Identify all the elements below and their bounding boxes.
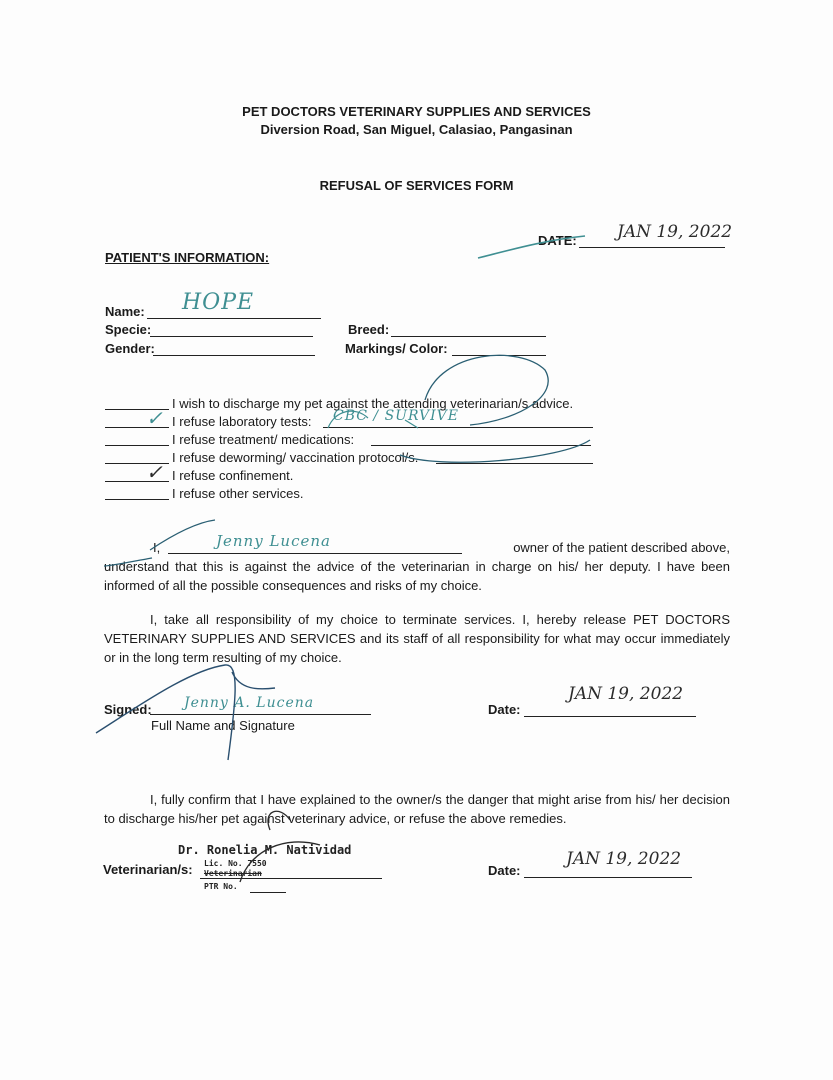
signed-label: Signed: bbox=[104, 702, 152, 717]
vet-date-line bbox=[524, 877, 692, 878]
veterinarian-line bbox=[200, 878, 382, 879]
signed-date-value: JAN 19, 2022 bbox=[568, 684, 684, 704]
option-deworming-line bbox=[436, 463, 593, 464]
owner-name-line bbox=[168, 553, 462, 554]
vet-stamp-title: Veterinarian bbox=[204, 869, 262, 878]
specie-line bbox=[150, 336, 313, 337]
option-other: I refuse other services. bbox=[172, 486, 304, 501]
breed-line bbox=[391, 336, 546, 337]
option-lab-detail: CBC / SURVIVE bbox=[333, 408, 459, 424]
option-discharge: I wish to discharge my pet against the attending veterinarian/s advice. bbox=[172, 396, 574, 411]
markings-label: Markings/ Color: bbox=[345, 341, 448, 356]
owner-statement-body: understand that this is against the advice of the veterinarian in charge on his/ her deputy. I have been informed of all the possible consequences and risks of my choice. bbox=[104, 559, 730, 593]
vet-date-value: JAN 19, 2022 bbox=[566, 849, 682, 869]
signed-value: Jenny A. Lucena bbox=[184, 695, 315, 711]
owner-i: I, bbox=[153, 540, 161, 555]
owner-statement-line1: owner of the patient described above, bbox=[513, 540, 730, 555]
vet-stamp-ptr: PTR No. bbox=[204, 882, 238, 891]
option-confinement: I refuse confinement. bbox=[172, 468, 294, 483]
date-top-line bbox=[579, 247, 725, 248]
signed-date-label: Date: bbox=[488, 702, 521, 717]
date-top-value: JAN 19, 2022 bbox=[617, 222, 733, 242]
patient-section-title: PATIENT'S INFORMATION: bbox=[105, 250, 270, 265]
name-label: Name: bbox=[105, 304, 145, 319]
business-address: Diversion Road, San Miguel, Calasiao, Pangasinan bbox=[260, 122, 573, 137]
option-treatment: I refuse treatment/ medications: bbox=[172, 432, 355, 447]
option-confinement-checkmark: ✓ bbox=[146, 460, 163, 484]
breed-label: Breed: bbox=[348, 322, 390, 337]
form-title: REFUSAL OF SERVICES FORM bbox=[319, 178, 514, 193]
vet-ptr-line bbox=[250, 892, 286, 893]
vet-stamp-name: Dr. Ronelia M. Natividad bbox=[178, 843, 352, 857]
veterinarian-label: Veterinarian/s: bbox=[103, 862, 193, 877]
name-value: HOPE bbox=[182, 290, 255, 315]
owner-name-value: Jenny Lucena bbox=[216, 532, 331, 550]
name-line bbox=[147, 318, 321, 319]
vet-date-label: Date: bbox=[488, 863, 521, 878]
confirmation-statement: I, fully confirm that I have explained to the owner/s the danger that might arise from his/ her decision to discharge his/her pet against veterinary advice, or refuse the above remedies. bbox=[104, 792, 730, 826]
option-lab-tests: I refuse laboratory tests: bbox=[172, 414, 312, 429]
option-blank-6 bbox=[105, 499, 169, 500]
signed-date-line bbox=[524, 716, 696, 717]
date-top-label: DATE: bbox=[538, 233, 577, 248]
markings-line bbox=[452, 355, 546, 356]
option-lab-line bbox=[323, 427, 593, 428]
option-blank-3 bbox=[105, 445, 169, 446]
option-lab-checkmark: ✓ bbox=[146, 406, 163, 430]
gender-line bbox=[153, 355, 315, 356]
gender-label: Gender: bbox=[105, 341, 155, 356]
release-statement: I, take all responsibility of my choice to terminate services. I, hereby release PET DOCTORS VETERINARY SUPPLIES AND SERVICES and its staff of all responsibility for what may occur immediately or in the long term resulting of my choice. bbox=[104, 612, 730, 665]
specie-label: Specie: bbox=[105, 322, 152, 337]
option-deworming: I refuse deworming/ vaccination protocol/s. bbox=[172, 450, 419, 465]
option-treatment-line bbox=[371, 445, 591, 446]
vet-stamp-license: Lic. No. 7550 bbox=[204, 859, 267, 868]
signature-caption: Full Name and Signature bbox=[151, 718, 295, 733]
business-name: PET DOCTORS VETERINARY SUPPLIES AND SERVICES bbox=[242, 104, 591, 119]
signed-line bbox=[150, 714, 371, 715]
